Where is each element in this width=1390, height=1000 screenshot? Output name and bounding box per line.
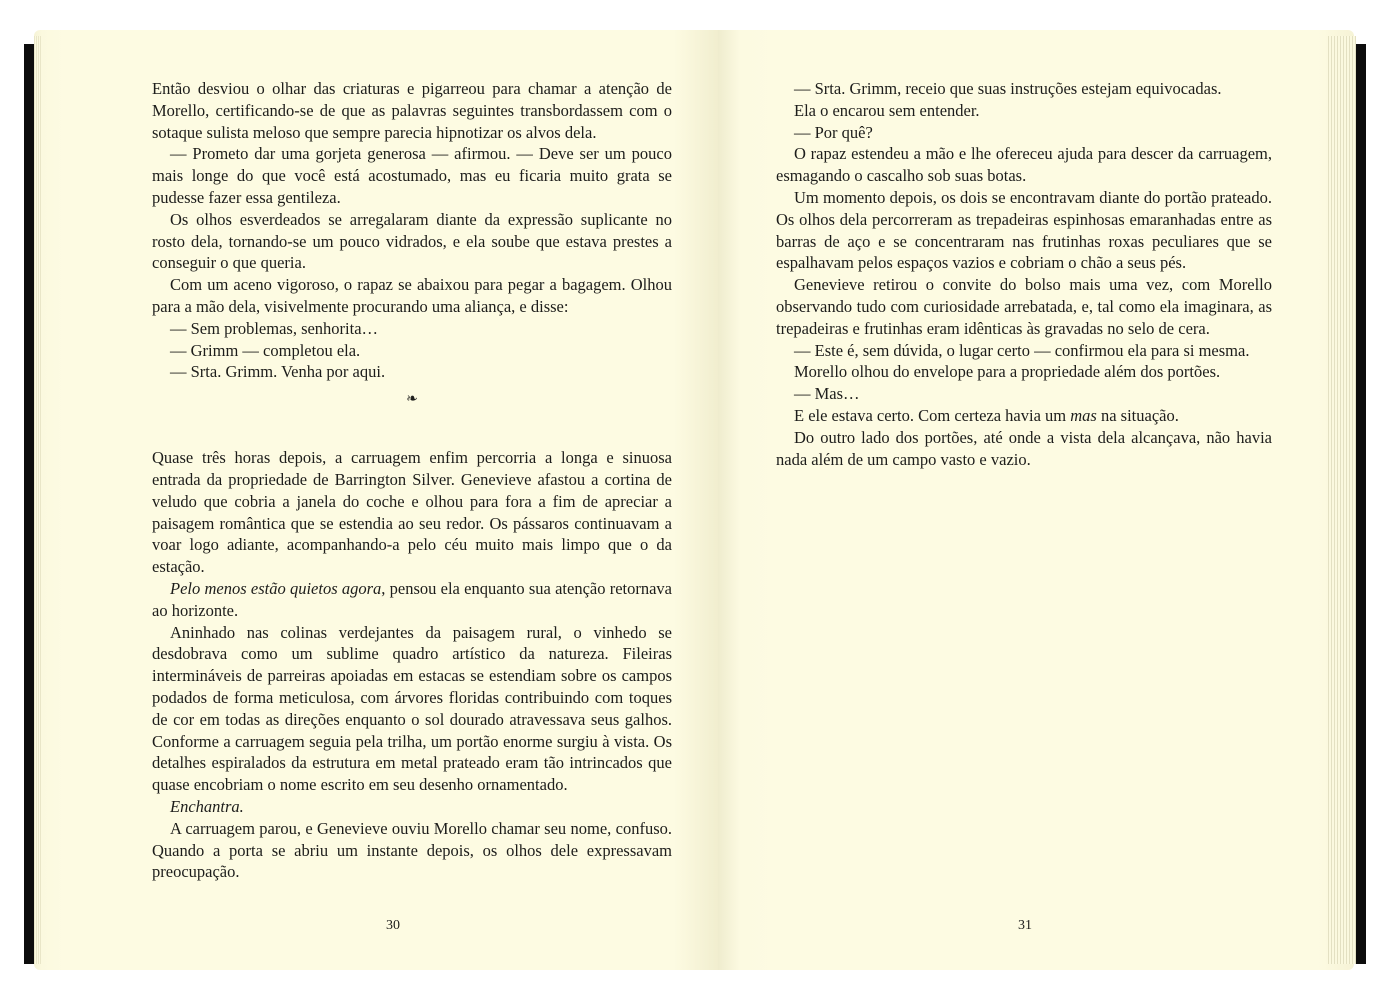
paragraph: A carruagem parou, e Genevieve ouviu Morello chamar seu nome, confuso. Quando a porta se abriu um instante depois, os olhos dele expressavam preocupação. [152,818,672,882]
paragraph: — Por quê? [794,122,873,142]
italic-thought: Pelo menos estão quietos agora [170,578,382,598]
left-page-text [152,78,672,883]
paragraph: — Sem problemas, senhorita… [170,318,379,338]
paragraph: Aninhado nas colinas verdejantes da paisagem rural, o vinhedo se desdobrava como um sublime quadro artístico da natureza. Fileiras intermináveis de parreiras apoiadas em estacas se estendiam sobre os campos podados de forma meticulosa, com árvores floridas contribuindo com toques de cor em todas as direções enquanto o sol dourado atravessava seus galhos. Conforme a carruagem seguia pela trilha, um portão enorme surgiu à vista. Os detalhes espiralados da estrutura em metal prateado eram tão intrincados que quase encobriam o nome escrito em seu desenho ornamentado. [152,622,672,795]
paragraph [152,578,672,622]
italic-name: Enchantra. [170,796,244,816]
page-stack-left [34,36,42,964]
left-page [34,30,718,970]
paragraph: — Srta. Grimm, receio que suas instruções estejam equivocadas. [794,79,1222,98]
paragraph [776,405,1272,427]
paragraph: Com um aceno vigoroso, o rapaz se abaixou para pegar a bagagem. Olhou para a mão dela, visivelmente procurando uma aliança, e disse: [152,275,672,316]
book-spread [24,30,1366,970]
paragraph: — Prometo dar uma gorjeta generosa — afirmou. — Deve ser um pouco mais longe do que você está acostumado, mas eu ficaria muito grata se pudesse fazer essa gentileza. [152,144,672,207]
page-number-right: 31 [1018,918,1032,933]
right-page-text [776,78,1272,470]
thought-rest: , pensou ela enquanto sua atenção retornava ao horizonte. [152,578,673,620]
section-break-ornament-icon: ❧ [406,392,418,408]
paragraph: — Este é, sem dúvida, o lugar certo — confirmou ela para si mesma. [794,340,1250,360]
mas-italic: mas [1070,405,1097,425]
page-stack-right [1326,36,1356,964]
mas-before: E ele estava certo. Com certeza havia um [794,405,1071,425]
paragraph: Então desviou o olhar das criaturas e pigarreou para chamar a atenção de Morello, certificando-se de que as palavras seguintes transbordassem com o sotaque sulista meloso que sempre parecia hipnotizar os alvos dela. [152,79,672,142]
paragraph: Um momento depois, os dois se encontravam diante do portão prateado. Os olhos dela percorreram as trepadeiras espinhosas emaranhadas entre as barras de aço e se concentraram nas frutinhas roxas peculiares que se espalhavam pelos espaços vazios e cobriam o chão a seus pés. [776,187,1272,273]
paragraph: Do outro lado dos portões, até onde a vista dela alcançava, não havia nada além de um campo vasto e vazio. [776,427,1272,469]
mas-after: na situação. [1096,405,1179,425]
page-number-left: 30 [386,918,400,933]
paragraph: Quase três horas depois, a carruagem enfim percorria a longa e sinuosa entrada da propriedade de Barrington Silver. Genevieve afastou a cortina de veludo que cobria a janela do coche e olhou para fora a fim de apreciar a paisagem romântica que se estendia ao seu redor. Os pássaros continuavam a voar logo adiante, acompanhando-a pelo céu muito mais limpo que o da estação. [152,448,672,577]
paragraph: Genevieve retirou o convite do bolso mais uma vez, com Morello observando tudo com curiosidade arrebatada, e, tal como ela imaginara, as trepadeiras e frutinhas eram idênticas às gravadas no selo de cera. [776,275,1272,338]
paragraph: Os olhos esverdeados se arregalaram diante da expressão suplicante no rosto dela, tornando-se um pouco vidrados, e ela soube que estava prestes a conseguir o que queria. [152,209,672,273]
paragraph [152,796,672,818]
paragraph: Ela o encarou sem entender. [794,100,980,120]
book-cover-edge-right [1356,44,1366,964]
paragraph: Morello olhou do envelope para a propriedade além dos portões. [794,362,1221,382]
paragraph: O rapaz estendeu a mão e lhe ofereceu ajuda para descer da carruagem, esmagando o cascalho sob suas botas. [776,144,1272,186]
paragraph: — Srta. Grimm. Venha por aqui. [170,362,386,382]
paragraph: — Mas… [794,384,860,404]
right-page [718,30,1354,970]
paragraph: — Grimm — completou ela. [170,340,361,360]
